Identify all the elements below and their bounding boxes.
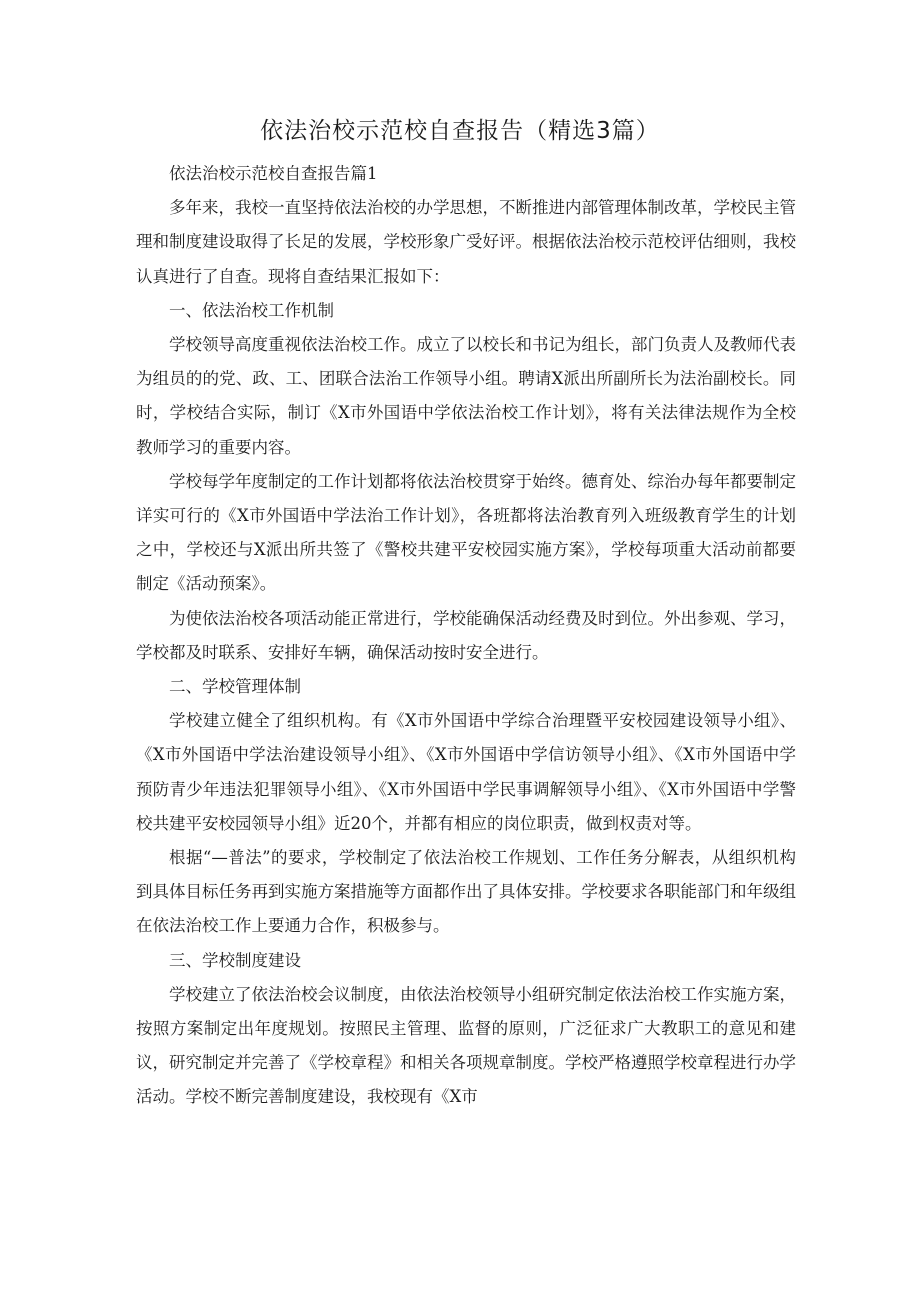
paragraph-funding: 为使依法治校各项活动能正常进行，学校能确保活动经费及时到位。外出参观、学习，学校都及时联系、安排好车辆，确保活动按时安全进行。: [136, 608, 796, 662]
document-title: 依法治校示范校自查报告（精选3篇）: [260, 118, 660, 144]
heading-mechanism: 一、依法治校工作机制: [169, 300, 334, 320]
paragraph-leadership: 学校领导高度重视依法治校工作。成立了以校长和书记为组长，部门负责人及教师代表为组员的的党、政、工、团联合法治工作领导小组。聘请X派出所副所长为法治副校长。同时，学校结合实际，制订《X市外国语中学依法治校工作计划》，将有关法律法规作为全校教师学习的重要内容。: [136, 335, 796, 457]
paragraph-planning: 根据“—普法”的要求，学校制定了依法治校工作规划、工作任务分解表，从组织机构到具体目标任务再到实施方案措施等方面都作出了具体安排。学校要求各职能部门和年级组在依法治校工作上要通力合作，积极参与。: [136, 848, 796, 936]
heading-institution: 三、学校制度建设: [169, 950, 301, 970]
paragraph-regulations: 学校建立了依法治校会议制度，由依法治校领导小组研究制定依法治校工作实施方案，按照方案制定出年度规划。按照民主管理、监督的原则，广泛征求广大教职工的意见和建议，研究制定并完善了《学校章程》和相关各项规章制度。学校严格遵照学校章程进行办学活动。学校不断完善制度建设，我校现有《X市: [136, 984, 796, 1107]
paragraph-work-plan: 学校每学年度制定的工作计划都将依法治校贯穿于始终。德育处、综治办每年都要制定详实可行的《X市外国语中学法治工作计划》，各班都将法治教育列入班级教育学生的计划之中，学校还与X派出所共签了《警校共建平安校园实施方案》，学校每项重大活动前都要制定《活动预案》。: [136, 471, 796, 594]
heading-management: 二、学校管理体制: [169, 677, 301, 697]
paragraph-organizations: 学校建立健全了组织机构。有《X市外国语中学综合治理暨平安校园建设领导小组》、《X市外国语中学法治建设领导小组》、《X市外国语中学信访领导小组》、《X市外国语中学预防青少年违法犯罪领导小组》、《X市外国语中学民事调解领导小组》、《X市外国语中学警校共建平安校园领导小组》近20个，并都有相应的岗位职责，做到权责对等。: [136, 711, 796, 833]
document-body: [136, 157, 796, 1115]
section-title: 依法治校示范校自查报告篇1: [169, 164, 378, 183]
intro-paragraph: 多年来，我校一直坚持依法治校的办学思想，不断推进内部管理体制改革，学校民主管理和制度建设取得了长足的发展，学校形象广受好评。根据依法治校示范校评估细则，我校认真进行了自查。现将自查结果汇报如下：: [136, 198, 796, 286]
